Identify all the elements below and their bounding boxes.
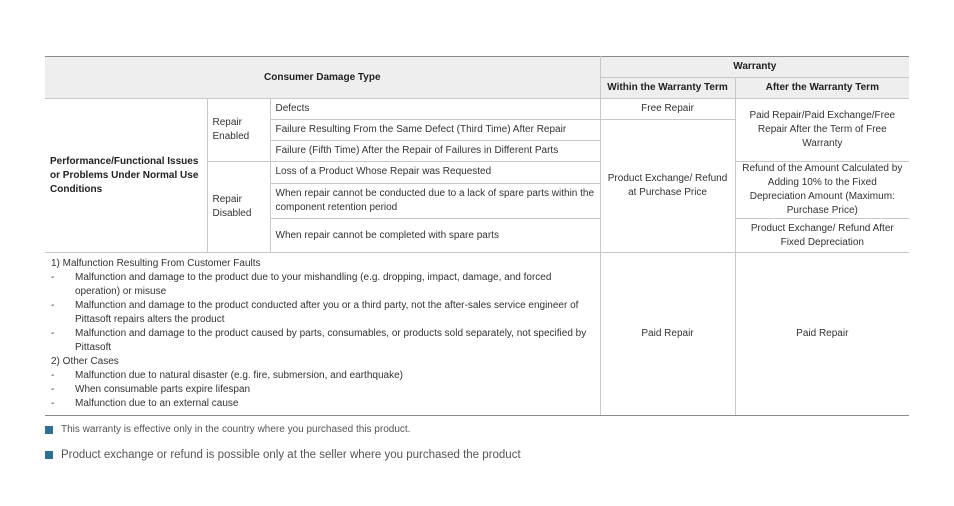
- outcome-exchange-after-depreciation: Product Exchange/ Refund After Fixed Depreciation: [735, 219, 909, 253]
- warranty-table: [45, 56, 909, 416]
- repair-enabled-label: Repair Enabled: [207, 99, 270, 162]
- case-same-defect-third-time: Failure Resulting From the Same Defect (Third Time) After Repair: [270, 120, 600, 141]
- square-bullet-icon: [45, 451, 53, 459]
- faults-heading-1: 1) Malfunction Resulting From Customer Faults: [51, 258, 261, 269]
- header-within-term: Within the Warranty Term: [600, 78, 735, 99]
- case-defects: Defects: [270, 99, 600, 120]
- outcome-exchange-refund-purchase-price: Product Exchange/ Refund at Purchase Price: [600, 120, 735, 253]
- faults-heading-2: 2) Other Cases: [51, 356, 119, 367]
- header-consumer-damage-type: Consumer Damage Type: [45, 57, 600, 99]
- header-after-term: After the Warranty Term: [735, 78, 909, 99]
- fault-item: - Malfunction and damage to the product caused by parts, consumables, or products sold separately, not specified by Pittasoft: [51, 328, 587, 353]
- outcome-free-repair: Free Repair: [600, 99, 735, 120]
- note-2-text: Product exchange or refund is possible only at the seller where you purchased the product: [61, 449, 521, 461]
- other-case-item: - Malfunction due to an external cause: [51, 398, 239, 409]
- case-loss-of-product: Loss of a Product Whose Repair was Requested: [270, 162, 600, 184]
- square-bullet-icon: [45, 426, 53, 434]
- case-fifth-time-failure: Failure (Fifth Time) After the Repair of Failures in Different Parts: [270, 141, 600, 162]
- case-no-spare-parts: When repair cannot be conducted due to a lack of spare parts within the component retention period: [270, 183, 600, 218]
- other-case-item: - Malfunction due to natural disaster (e.g. fire, submersion, and earthquake): [51, 370, 403, 381]
- case-cannot-complete: When repair cannot be completed with spare parts: [270, 219, 600, 253]
- customer-faults-cell: [45, 253, 600, 416]
- performance-group-label: Performance/Functional Issues or Problems Under Normal Use Conditions: [45, 99, 207, 253]
- fault-item: - Malfunction and damage to the product due to your mishandling (e.g. dropping, impact, damage, and forced operation) or misuse: [51, 272, 552, 297]
- outcome-paid-repair-within: Paid Repair: [600, 253, 735, 416]
- warranty-table-container: [45, 56, 909, 416]
- header-warranty: Warranty: [600, 57, 909, 78]
- other-case-item: - When consumable parts expire lifespan: [51, 384, 251, 395]
- outcome-paid-repair-after: Paid Repair: [735, 253, 909, 416]
- fault-item: - Malfunction and damage to the product conducted after you or a third party, not the after-sales service engineer of Pittasoft repairs alters the product: [51, 300, 579, 325]
- note-2: [45, 449, 521, 461]
- note-1-text: This warranty is effective only in the country where you purchased this product.: [61, 424, 411, 435]
- repair-disabled-label: Repair Disabled: [207, 162, 270, 253]
- outcome-refund-plus-10: Refund of the Amount Calculated by Adding 10% to the Fixed Depreciation Amount (Maximum: Purchase Price): [735, 162, 909, 219]
- note-1: [45, 424, 410, 435]
- outcome-paid-after-free-warranty: Paid Repair/Paid Exchange/Free Repair After the Term of Free Warranty: [735, 99, 909, 162]
